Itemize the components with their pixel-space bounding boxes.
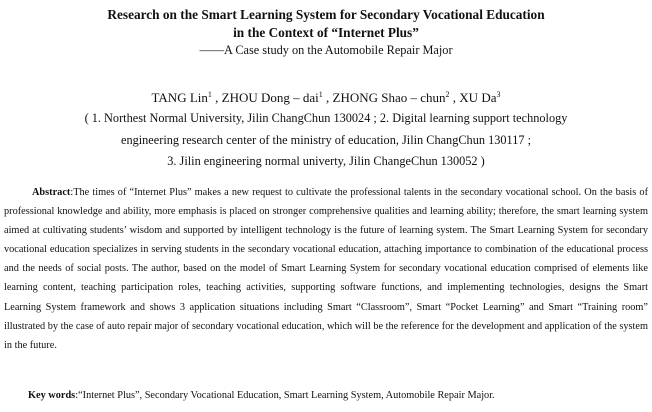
abstract-label: Abstract <box>32 187 71 198</box>
keywords <box>4 388 648 404</box>
author <box>459 90 500 105</box>
affiliation-line: 3. Jilin engineering normal univerty, Jilin ChangeChun 130052 ) <box>167 154 485 168</box>
paper-title-line-1: Research on the Smart Learning System for Secondary Vocational Education <box>107 7 545 22</box>
author <box>222 90 330 105</box>
author-list <box>0 89 652 107</box>
author-affiliation-mark: 2 <box>445 90 450 99</box>
author-separator: , <box>211 90 219 105</box>
author-name: ZHONG Shao – chun <box>332 90 446 105</box>
keywords-separator: : <box>75 390 79 401</box>
author-affiliation-mark: 1 <box>207 90 212 99</box>
author-separator: , <box>322 90 330 105</box>
author <box>152 90 219 105</box>
author-affiliation-mark: 1 <box>318 90 323 99</box>
abstract-text: The times of “Internet Plus” makes a new request to cultivate the professional talents in the secondary vocational school. On the basis of professional knowledge and ability, more emphasis is placed on stronger comprehensive qualities and learning ability; therefore, the smart learning system aimed at cultivating students’ wisdom and supported by intelligent technology is the future of learning system. The Smart Learning System for secondary vocational education specializes in serving students in the secondary vocational education, attaching importance to combination of the educational process and the needs of social posts. The author, based on the model of Smart Learning System for secondary vocational education comprised of elements like learning content, teaching participation roles, teaching activities, supporting software functions, and implementing technologies, designs the Smart Learning System framework and shows 3 application situations including Smart “Classroom”, Smart “Pocket Learning” and Smart “Training room” illustrated by the case of auto repair major of secondary vocational education, which will be the reference for the development and application of the system in the future. <box>4 187 648 351</box>
affiliation-line: ( 1. Northest Normal University, Jilin ChangChun 130024 ; 2. Digital learning support technology <box>84 111 568 125</box>
keywords-label: Key words <box>28 390 76 401</box>
abstract <box>4 183 648 355</box>
author-affiliation-mark: 3 <box>496 90 501 99</box>
abstract-separator: : <box>70 187 74 198</box>
paper-subtitle: ——A Case study on the Automobile Repair Major <box>199 43 453 57</box>
author-name: XU Da <box>459 90 497 105</box>
author-name: ZHOU Dong – dai <box>221 90 319 105</box>
paper-title-line-2: in the Context of “Internet Plus” <box>233 25 419 40</box>
affiliation-line: engineering research center of the ministry of education, Jilin ChangChun 130117 ; <box>120 133 531 147</box>
keywords-text: “Internet Plus”, Secondary Vocational Education, Smart Learning System, Automobile Repair Major. <box>78 390 495 401</box>
author-separator: , <box>449 90 457 105</box>
author <box>333 90 457 105</box>
author-name: TANG Lin <box>151 90 208 105</box>
